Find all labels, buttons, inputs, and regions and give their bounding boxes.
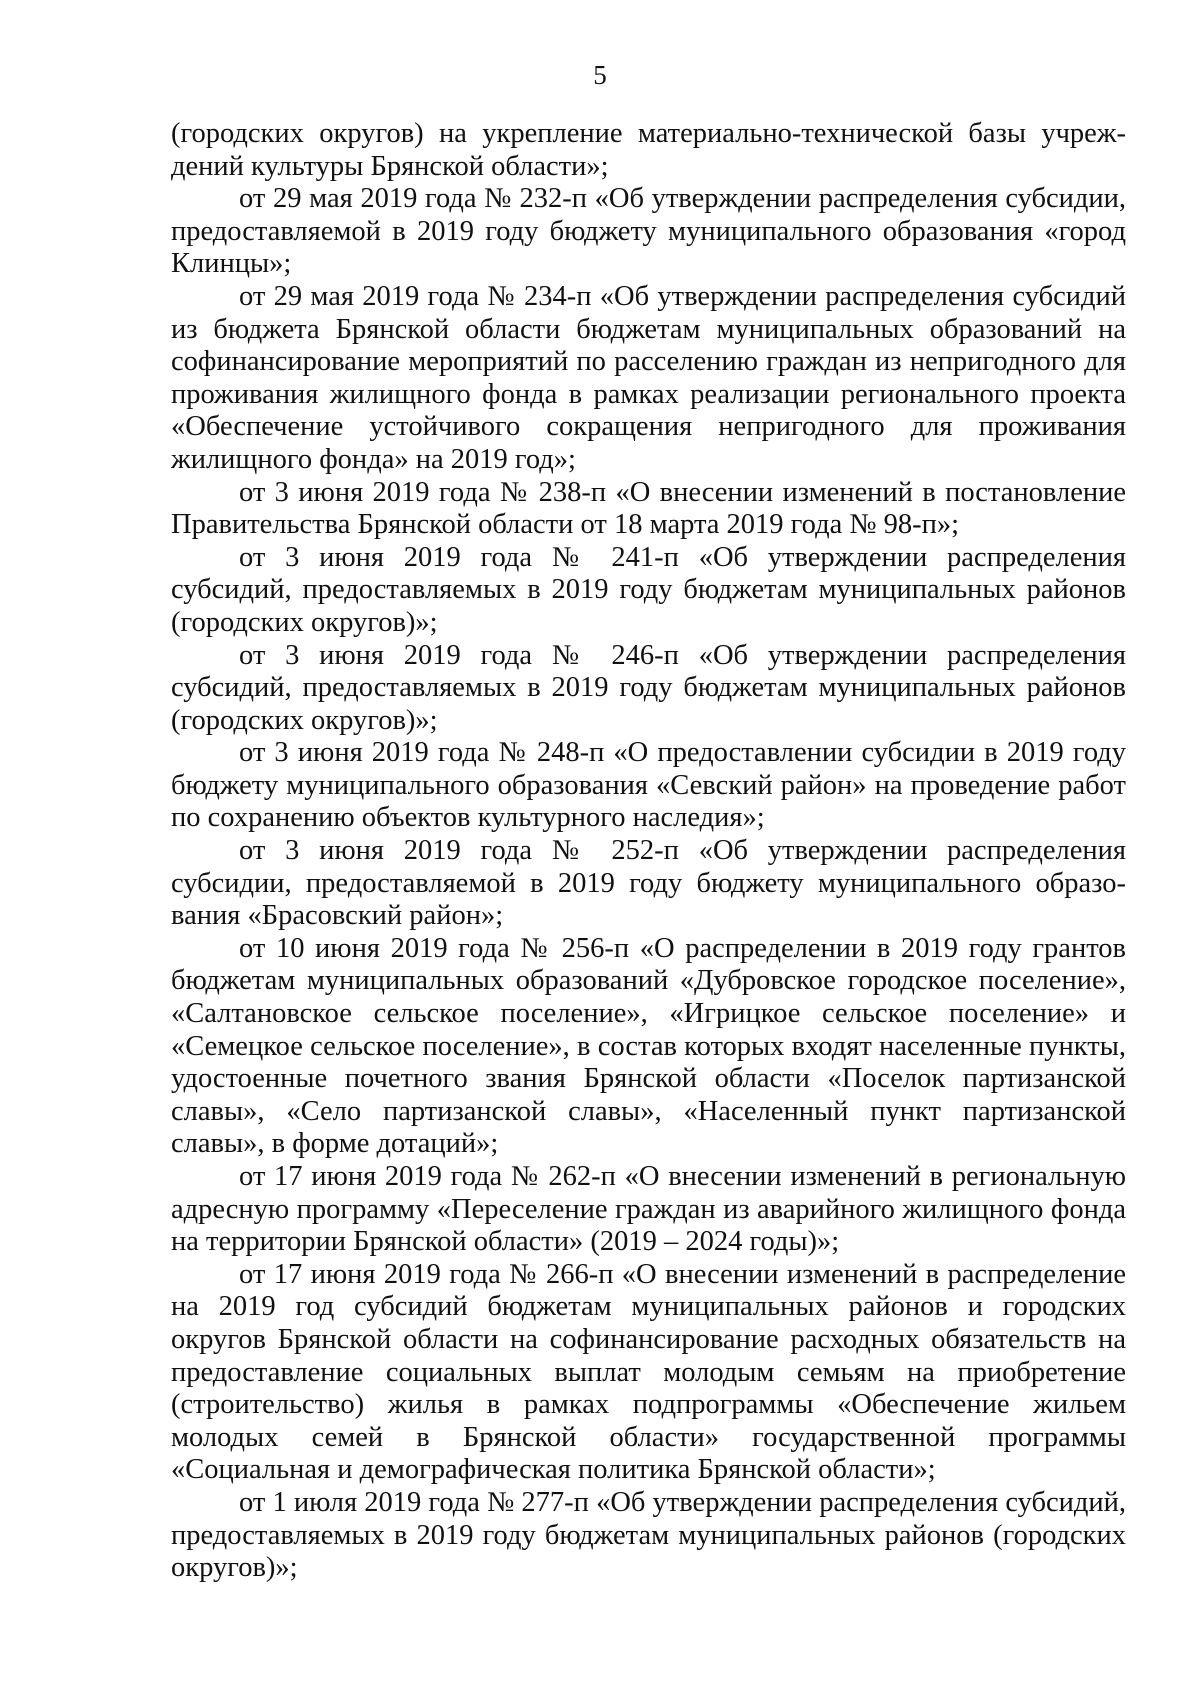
paragraph: от 3 июня 2019 года № 248-п «О предоставлении субсидии в 2019 году бюджету муниципального образования «Севский район» на проведение работ по сохранению объектов культурного наследия»; — [171, 737, 1126, 834]
paragraph: от 29 мая 2019 года № 234-п «Об утверждении распределения субсидий из бюджета Брянской области бюджетам муниципальных образований на софинансирование мероприятий по расселению граждан из непригодного для проживания жилищного фонда в рамках реализации регионального проекта «Обеспечение устойчивого сокращения непригодного для проживания жилищного фонда» на 2019 год»; — [171, 280, 1126, 475]
page-number: 5 — [593, 60, 607, 90]
paragraph: от 17 июня 2019 года № 266-п «О внесении изменений в распределение на 2019 год субсидий бюджетам муниципальных районов и городских округов Брянской области на софинансирование расходных обязательств на предоставление социальных выплат молодым семьям на приобретение (строительство) жилья в рамках подпрограммы «Обеспечение жильем молодых семей в Брянской области» государственной программы «Социальная и демографическая политика Брянской области»; — [171, 1258, 1126, 1486]
paragraph: от 3 июня 2019 года № 238-п «О внесении изменений в постановление Правительства Брянской области от 18 марта 2019 года № 98-п»; — [171, 476, 1126, 541]
paragraph: от 3 июня 2019 года № 246-п «Об утверждении распределения субсидий, предоставляемых в 2019 году бюджетам муниципальных районов (городских округов)»; — [171, 639, 1126, 736]
paragraph: (городских округов) на укрепление материально-технической базы учреждений культуры Брянской области»; — [171, 118, 1126, 182]
document-body — [171, 118, 1126, 1585]
paragraph: от 29 мая 2019 года № 232-п «Об утверждении распределения субсидии, предоставляемой в 2019 году бюджету муниципального образования «город Клинцы»; — [171, 183, 1126, 280]
paragraph: от 10 июня 2019 года № 256-п «О распределении в 2019 году грантов бюджетам муниципальных образований «Дубровское городское поселение», «Салтановское сельское поселение», «Игрицкое сельское поселение» и «Семецкое сельское поселение», в состав которых входят населенные пункты, удостоенные почетного звания Брянской области «Поселок партизанской славы», «Село партизанской славы», «Населенный пункт партизанской славы», в форме дотаций»; — [171, 932, 1126, 1160]
paragraph: от 1 июля 2019 года № 277-п «Об утверждении распределения субсидий, предоставляемых в 2019 году бюджетам муниципальных районов (городских округов)»; — [171, 1486, 1126, 1584]
paragraph: от 17 июня 2019 года № 262-п «О внесении изменений в региональную адресную программу «Переселение граждан из аварийного жилищного фонда на территории Брянской области» (2019 – 2024 годы)»; — [171, 1161, 1126, 1258]
paragraph: от 3 июня 2019 года № 241-п «Об утверждении распределения субсидий, предоставляемых в 2019 году бюджетам муниципальных районов (городских округов)»; — [171, 541, 1126, 638]
paragraph: от 3 июня 2019 года № 252-п «Об утверждении распределения субсидии, предоставляемой в 2019 году бюджету муниципального образования «Брасовский район»; — [171, 835, 1126, 932]
